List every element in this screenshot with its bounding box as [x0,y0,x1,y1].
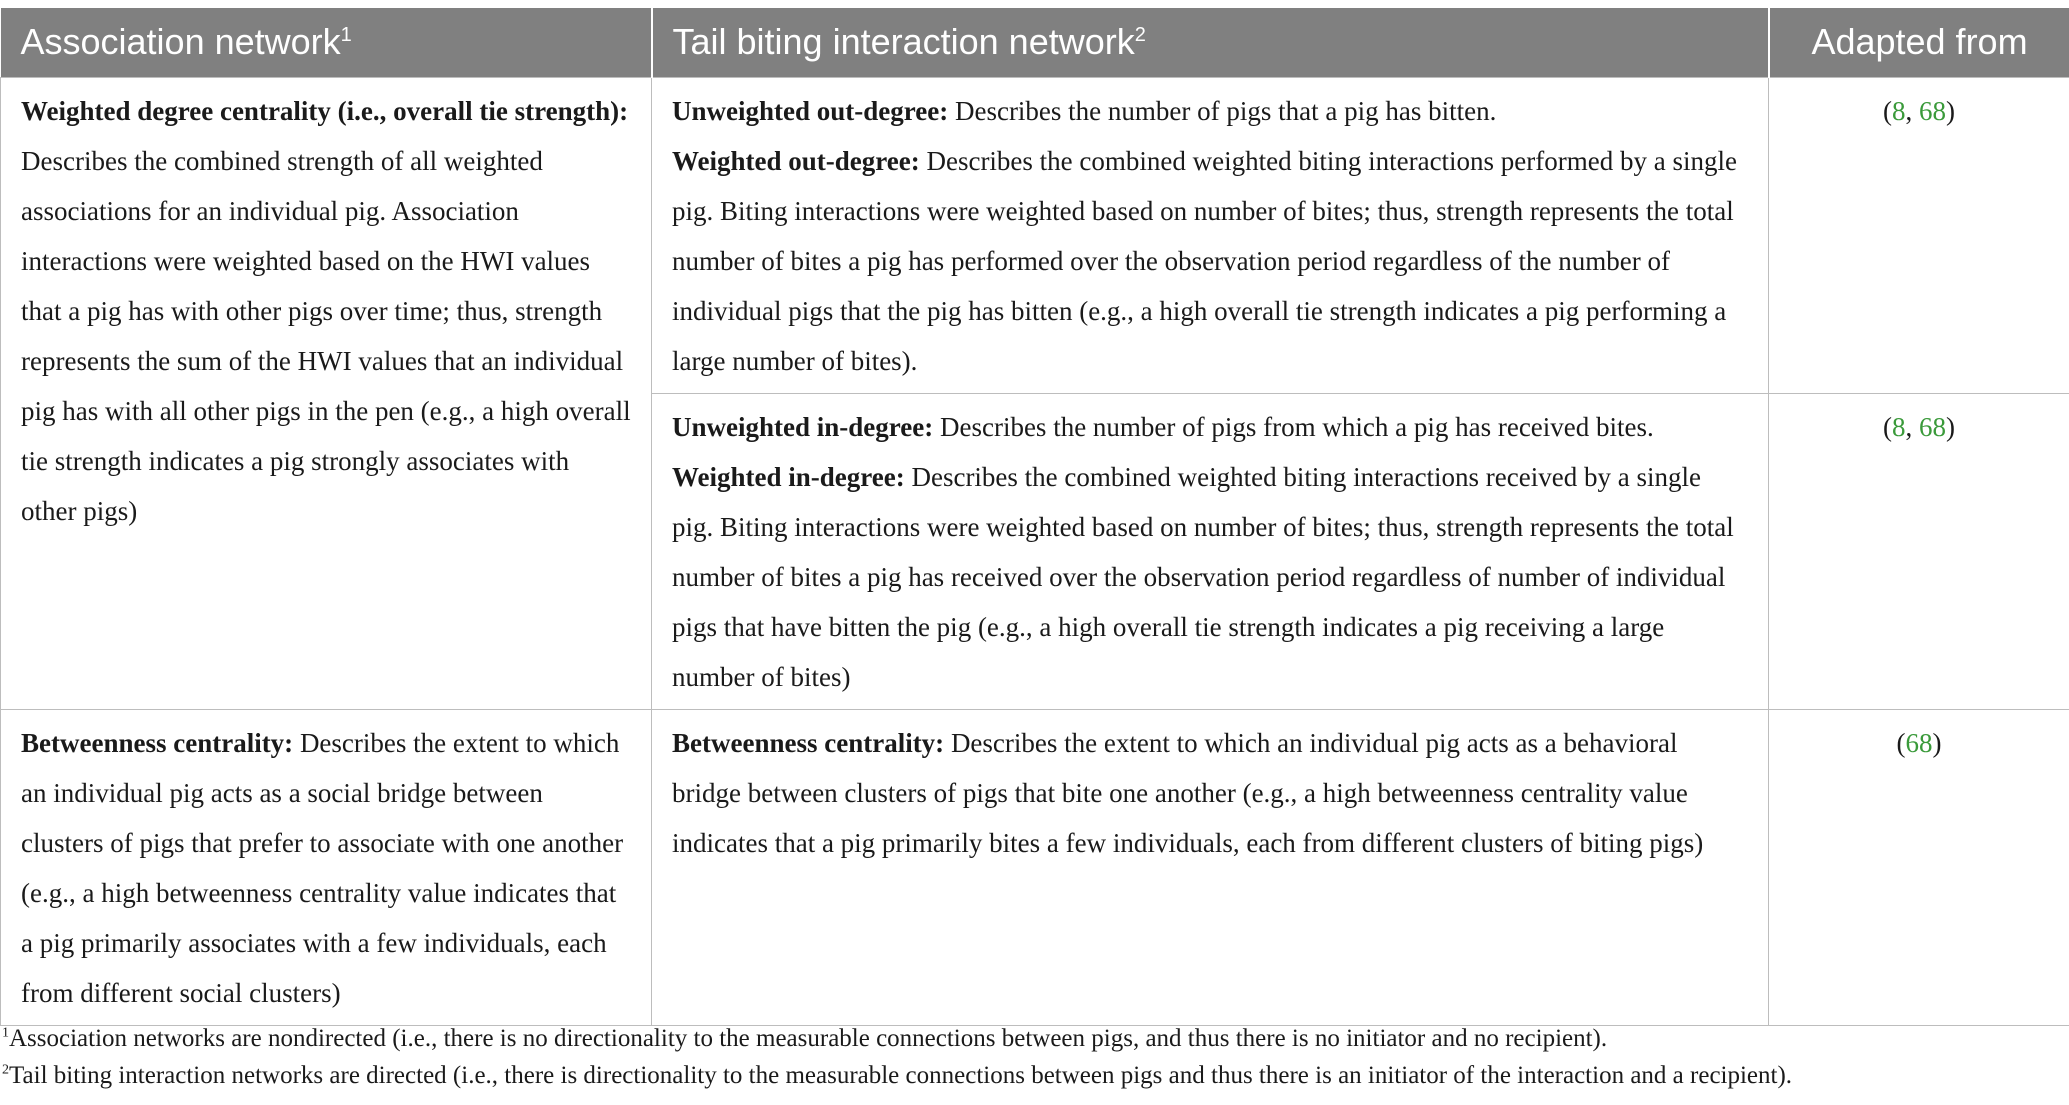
footnote-1 [2,1020,2069,1057]
footnote-1-text: Association networks are nondirected (i.e., there is no directionality to the measurable connections between pigs, and thus there is no initiator and no recipient). [9,1025,1608,1052]
desc-weighted-in-degree: Describes the combined weighted biting interactions received by a single pig. Biting interactions were weighted based on number of bites; thus, strength represents the total number of bites a pig has received over the observation period regardless of number of individual pigs that have bitten the pig (e.g., a high overall tie strength indicates a pig receiving a large number of bites) [672,461,1734,692]
header-association-label: Association network [20,21,341,63]
paren-open: ( [1896,727,1906,758]
cell-weighted-degree-association [1,77,652,709]
network-measures-table [0,8,2069,1026]
term-betweenness-centrality-association: Betweenness centrality: [21,727,294,758]
footnote-2-marker: 2 [2,1062,9,1078]
citation-separator: , [1905,411,1919,442]
desc-betweenness-centrality-association: Describes the extent to which an individual pig acts as a social bridge between clusters of pigs that prefer to associate with one another (e.g., a high betweenness centrality value indicates that a pig primarily associates with a few individuals, each from different social clusters) [21,727,624,1008]
paren-close: ) [1946,95,1955,126]
desc-unweighted-in-degree: Describes the number of pigs from which a pig has received bites. [939,411,1654,442]
footnote-2-text: Tail biting interaction networks are directed (i.e., there is directionality to the measurable connections between pigs and thus there is an initiator of the interaction and a recipient). [9,1062,1793,1089]
header-association-network [1,8,652,77]
desc-weighted-out-degree: Describes the combined weighted biting interactions performed by a single pig. Biting interactions were weighted based on number of bites; thus, strength represents the total number of bites a pig has performed over the observation period regardless of the number of individual pigs that the pig has bitten (e.g., a high overall tie strength indicates a pig performing a large number of bites). [672,145,1737,376]
cell-in-degree [652,393,1769,709]
citation-link-68[interactable]: 68 [1919,411,1946,442]
footnote-marker-2: 2 [1134,24,1146,47]
definitions-table-container [0,8,2069,1026]
term-weighted-out-degree: Weighted out-degree: [672,145,920,176]
out-degree-weighted [672,136,1748,386]
header-adapted-label: Adapted from [1811,21,2028,63]
paren-open: ( [1883,95,1892,126]
term-betweenness-centrality-tail-biting: Betweenness centrality: [672,727,945,758]
header-tail-biting-network [652,8,1769,77]
desc-betweenness-centrality-tail-biting: Describes the extent to which an individual pig acts as a behavioral bridge between clusters of pigs that bite one another (e.g., a high betweenness centrality value indicates that a pig primarily bites a few individuals, each from different clusters of biting pigs) [672,727,1704,858]
header-row [1,8,2069,77]
paren-open: ( [1883,411,1892,442]
table-row [1,77,2069,393]
citation-link-68[interactable]: 68 [1905,727,1933,758]
table-header [1,8,2069,77]
in-degree-unweighted [672,402,1748,452]
paren-close: ) [1946,411,1955,442]
cell-reference-in-degree [1769,393,2069,709]
table-footnotes [0,1020,2069,1094]
citation-link-68[interactable]: 68 [1919,95,1946,126]
header-adapted-from [1769,8,2069,77]
paren-close: ) [1932,727,1942,758]
table-row [1,709,2069,1025]
cell-out-degree [652,77,1769,393]
citation-link-8[interactable]: 8 [1892,411,1906,442]
cell-reference-out-degree [1769,77,2069,393]
desc-weighted-degree-centrality: Describes the combined strength of all weighted associations for an individual pig. Association interactions were weighted based on the HWI values that a pig has with other pigs over time; thus, strength represents the sum of the HWI values that an individual pig has with all other pigs in the pen (e.g., a high overall tie strength indicates a pig strongly associates with other pigs) [21,145,631,526]
cell-betweenness-tail-biting [652,709,1769,1025]
term-unweighted-out-degree: Unweighted out-degree: [672,95,949,126]
term-unweighted-in-degree: Unweighted in-degree: [672,411,934,442]
out-degree-unweighted [672,86,1748,136]
footnote-2 [2,1057,2069,1094]
cell-betweenness-association [1,709,652,1025]
footnote-1-marker: 1 [2,1025,9,1041]
term-weighted-degree-centrality: Weighted degree centrality (i.e., overall tie strength): [21,95,629,126]
footnote-marker-1: 1 [340,24,352,47]
desc-unweighted-out-degree: Describes the number of pigs that a pig has bitten. [954,95,1497,126]
table-body [1,77,2069,1025]
cell-reference-betweenness [1769,709,2069,1025]
citation-link-8[interactable]: 8 [1892,95,1906,126]
term-weighted-in-degree: Weighted in-degree: [672,461,905,492]
citation-separator: , [1905,95,1919,126]
header-tail-biting-label: Tail biting interaction network [672,21,1135,63]
in-degree-weighted [672,452,1748,702]
